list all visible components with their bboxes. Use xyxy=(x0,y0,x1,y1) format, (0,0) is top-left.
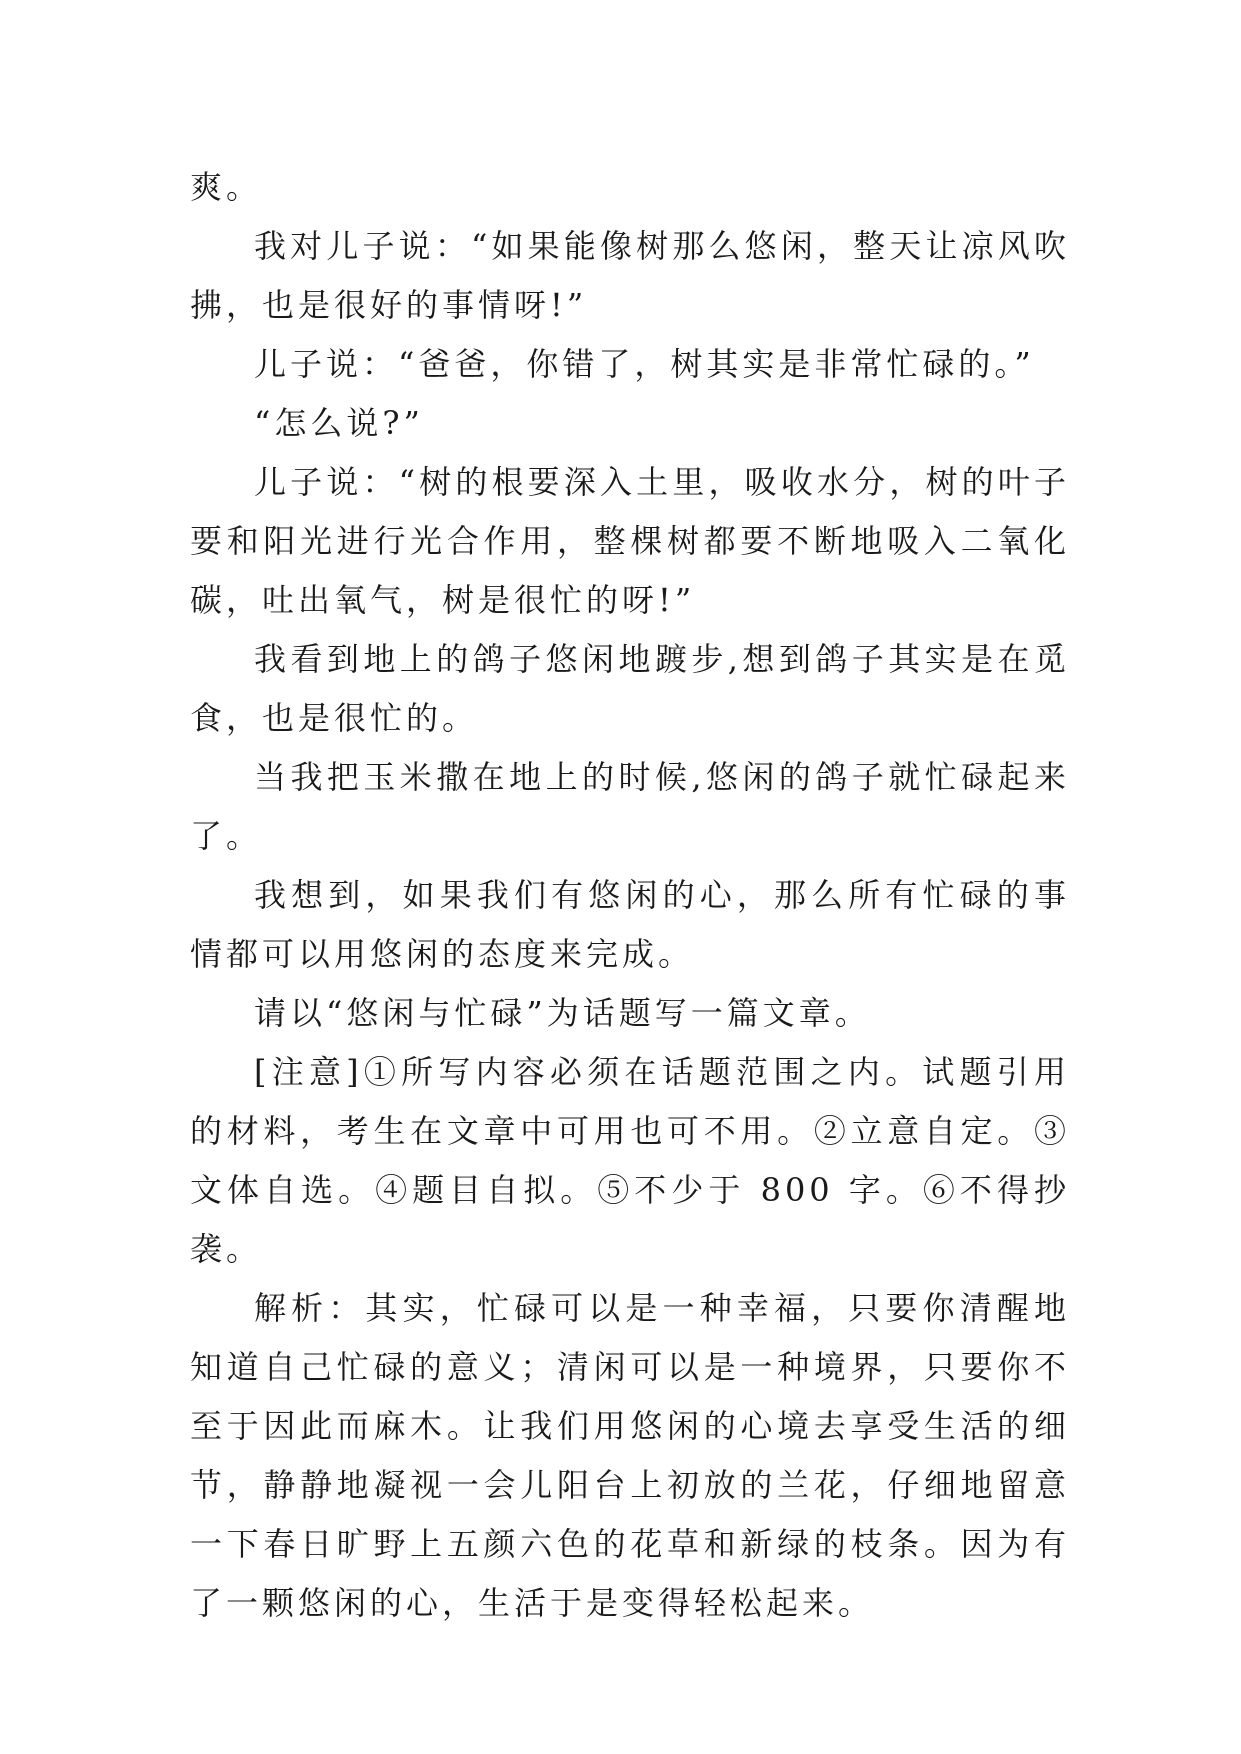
paragraph-pigeons: 我看到地上的鸽子悠闲地踱步,想到鸽子其实是在觅食，也是很忙的。 xyxy=(190,640,1070,737)
body-text xyxy=(190,158,1070,1633)
paragraph-prompt: 请以“悠闲与忙碌”为话题写一篇文章。 xyxy=(254,994,871,1032)
paragraph-son-reply: 儿子说：“爸爸，你错了，树其实是非常忙碌的。” xyxy=(254,345,1035,383)
paragraph-son-explanation: 儿子说：“树的根要深入土里，吸收水分，树的叶子要和阳光进行光合作用，整棵树都要不断地吸入二氧化碳，吐出氧气，树是很忙的呀!” xyxy=(190,463,1070,619)
paragraph-analysis: 解析：其实，忙碌可以是一种幸福，只要你清醒地知道自己忙碌的意义；清闲可以是一种境界，只要你不至于因此而麻木。让我们用悠闲的心境去享受生活的细节，静静地凝视一会儿阳台上初放的兰花，仔细地留意一下春日旷野上五颜六色的花草和新绿的枝条。因为有了一颗悠闲的心，生活于是变得轻松起来。 xyxy=(190,1289,1070,1622)
paragraph-father-remark: 我对儿子说：“如果能像树那么悠闲，整天让凉风吹拂，也是很好的事情呀!” xyxy=(190,227,1070,324)
paragraph-reflection: 我想到，如果我们有悠闲的心，那么所有忙碌的事情都可以用悠闲的态度来完成。 xyxy=(190,876,1070,973)
paragraph-continuation: 爽。 xyxy=(190,168,263,206)
paragraph-question: “怎么说?” xyxy=(254,404,424,442)
paragraph-corn: 当我把玉米撒在地上的时候,悠闲的鸽子就忙碌起来了。 xyxy=(190,758,1070,855)
paragraph-notes: [注意]①所写内容必须在话题范围之内。试题引用的材料，考生在文章中可用也可不用。②立意自定。③文体自选。④题目自拟。⑤不少于 800 字。⑥不得抄袭。 xyxy=(190,1053,1070,1268)
